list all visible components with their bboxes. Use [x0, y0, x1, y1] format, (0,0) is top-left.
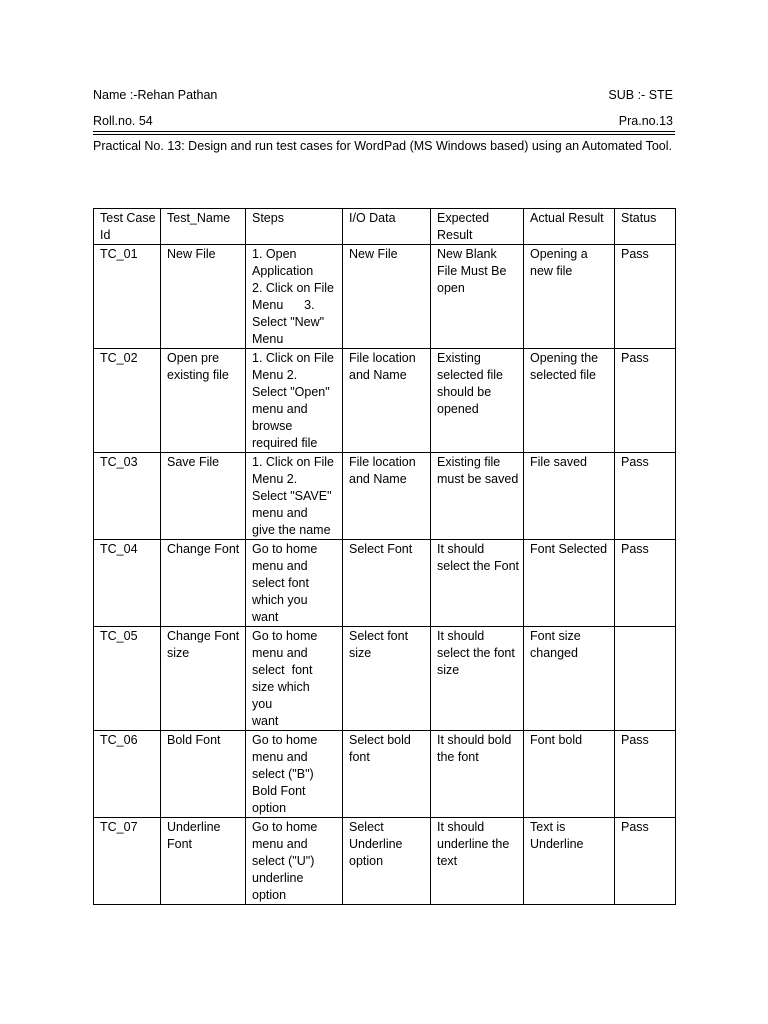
step-line: Go to home: [252, 629, 318, 643]
cell-status: Pass: [615, 453, 676, 540]
cell-expected-result: It should bold the font: [431, 731, 524, 818]
cell-steps: [246, 349, 343, 453]
cell-steps: [246, 453, 343, 540]
cell-io-data: Select font size: [343, 627, 431, 731]
cell-test-name: Change Font size: [161, 627, 246, 731]
step-line: Bold Font: [252, 784, 306, 798]
table-row: [94, 349, 676, 453]
cell-io-data: File location and Name: [343, 349, 431, 453]
cell-steps: [246, 540, 343, 627]
test-case-table: [93, 208, 676, 905]
cell-expected-result: New Blank File Must Be open: [431, 245, 524, 349]
table-row: [94, 627, 676, 731]
cell-test-name: New File: [161, 245, 246, 349]
step-line: Select "SAVE": [252, 489, 332, 503]
step-line: menu and: [252, 837, 308, 851]
step-line: give the name: [252, 523, 331, 537]
step-line: select font: [252, 576, 309, 590]
cell-steps: [246, 245, 343, 349]
header-test-case-id: Test Case Id: [94, 209, 161, 245]
header-actual-result: Actual Result: [524, 209, 615, 245]
step-line: Application: [252, 264, 314, 278]
cell-actual-result: Opening a new file: [524, 245, 615, 349]
step-line: menu and: [252, 646, 308, 660]
header-divider-bottom: [93, 134, 675, 135]
cell-expected-result: It should underline the text: [431, 818, 524, 905]
step-line: 1. Click on File: [252, 455, 334, 469]
cell-status: Pass: [615, 540, 676, 627]
cell-test-case-id: TC_06: [94, 731, 161, 818]
cell-actual-result: Font size changed: [524, 627, 615, 731]
cell-test-name: Underline Font: [161, 818, 246, 905]
step-line: browse: [252, 419, 293, 433]
student-name: Name :-Rehan Pathan: [93, 88, 218, 102]
cell-actual-result: Opening the selected file: [524, 349, 615, 453]
header-divider-top: [93, 131, 675, 132]
cell-expected-result: It should select the Font: [431, 540, 524, 627]
step-line: want: [252, 714, 279, 728]
header-status: Status: [615, 209, 676, 245]
header-row-1: [93, 87, 673, 103]
cell-test-case-id: TC_07: [94, 818, 161, 905]
table-header-row: [94, 209, 676, 245]
step-line: select font: [252, 663, 313, 677]
practical-aim: Practical No. 13: Design and run test cases for WordPad (MS Windows based) using an Automated Tool.: [93, 139, 672, 153]
cell-status: Pass: [615, 245, 676, 349]
step-line: option: [252, 888, 287, 902]
cell-io-data: Select Underline option: [343, 818, 431, 905]
cell-status: Pass: [615, 731, 676, 818]
step-line: menu and: [252, 506, 308, 520]
step-line: size which: [252, 680, 310, 694]
cell-test-name: Save File: [161, 453, 246, 540]
step-line: Menu: [252, 332, 284, 346]
step-line: Menu 2.: [252, 472, 298, 486]
cell-test-name: Open pre existing file: [161, 349, 246, 453]
cell-steps: [246, 818, 343, 905]
cell-status: Pass: [615, 818, 676, 905]
practical-number: Pra.no.13: [618, 114, 673, 128]
step-line: which you: [252, 593, 308, 607]
header-row-2: [93, 113, 673, 129]
step-line: select ("B"): [252, 767, 314, 781]
cell-actual-result: Font Selected: [524, 540, 615, 627]
roll-number: Roll.no. 54: [93, 114, 153, 128]
subject-label: SUB :- STE: [608, 88, 673, 102]
cell-expected-result: Existing file must be saved: [431, 453, 524, 540]
cell-actual-result: Text is Underline: [524, 818, 615, 905]
cell-test-case-id: TC_04: [94, 540, 161, 627]
cell-expected-result: It should select the font size: [431, 627, 524, 731]
cell-test-case-id: TC_01: [94, 245, 161, 349]
cell-test-case-id: TC_05: [94, 627, 161, 731]
step-line: Go to home: [252, 542, 318, 556]
cell-test-name: Bold Font: [161, 731, 246, 818]
table-row: [94, 818, 676, 905]
cell-actual-result: File saved: [524, 453, 615, 540]
table-row: [94, 453, 676, 540]
step-line: underline: [252, 871, 304, 885]
header-expected-result: Expected Result: [431, 209, 524, 245]
cell-test-name: Change Font: [161, 540, 246, 627]
step-line: Menu 2.: [252, 368, 298, 382]
step-line: Select "Open": [252, 385, 330, 399]
step-line: menu and: [252, 402, 308, 416]
step-line: option: [252, 801, 287, 815]
cell-actual-result: Font bold: [524, 731, 615, 818]
step-line: required file: [252, 436, 318, 450]
step-line: Menu 3.: [252, 298, 315, 312]
step-line: Select "New": [252, 315, 325, 329]
step-line: 1. Open: [252, 247, 297, 261]
table-row: [94, 731, 676, 818]
step-line: 1. Click on File: [252, 351, 334, 365]
table-row: [94, 540, 676, 627]
cell-test-case-id: TC_02: [94, 349, 161, 453]
step-line: select ("U"): [252, 854, 315, 868]
header-test-name: Test_Name: [161, 209, 246, 245]
step-line: Go to home: [252, 820, 318, 834]
cell-io-data: File location and Name: [343, 453, 431, 540]
header-steps: Steps: [246, 209, 343, 245]
header-io-data: I/O Data: [343, 209, 431, 245]
cell-steps: [246, 731, 343, 818]
cell-status: Pass: [615, 349, 676, 453]
step-line: 2. Click on File: [252, 281, 334, 295]
step-line: menu and: [252, 559, 308, 573]
cell-test-case-id: TC_03: [94, 453, 161, 540]
step-line: menu and: [252, 750, 308, 764]
cell-steps: [246, 627, 343, 731]
step-line: want: [252, 610, 279, 624]
table-row: [94, 245, 676, 349]
cell-io-data: Select Font: [343, 540, 431, 627]
step-line: Go to home: [252, 733, 318, 747]
step-line: you: [252, 697, 273, 711]
cell-expected-result: Existing selected file should be opened: [431, 349, 524, 453]
cell-io-data: New File: [343, 245, 431, 349]
cell-io-data: Select bold font: [343, 731, 431, 818]
cell-status: [615, 627, 676, 731]
